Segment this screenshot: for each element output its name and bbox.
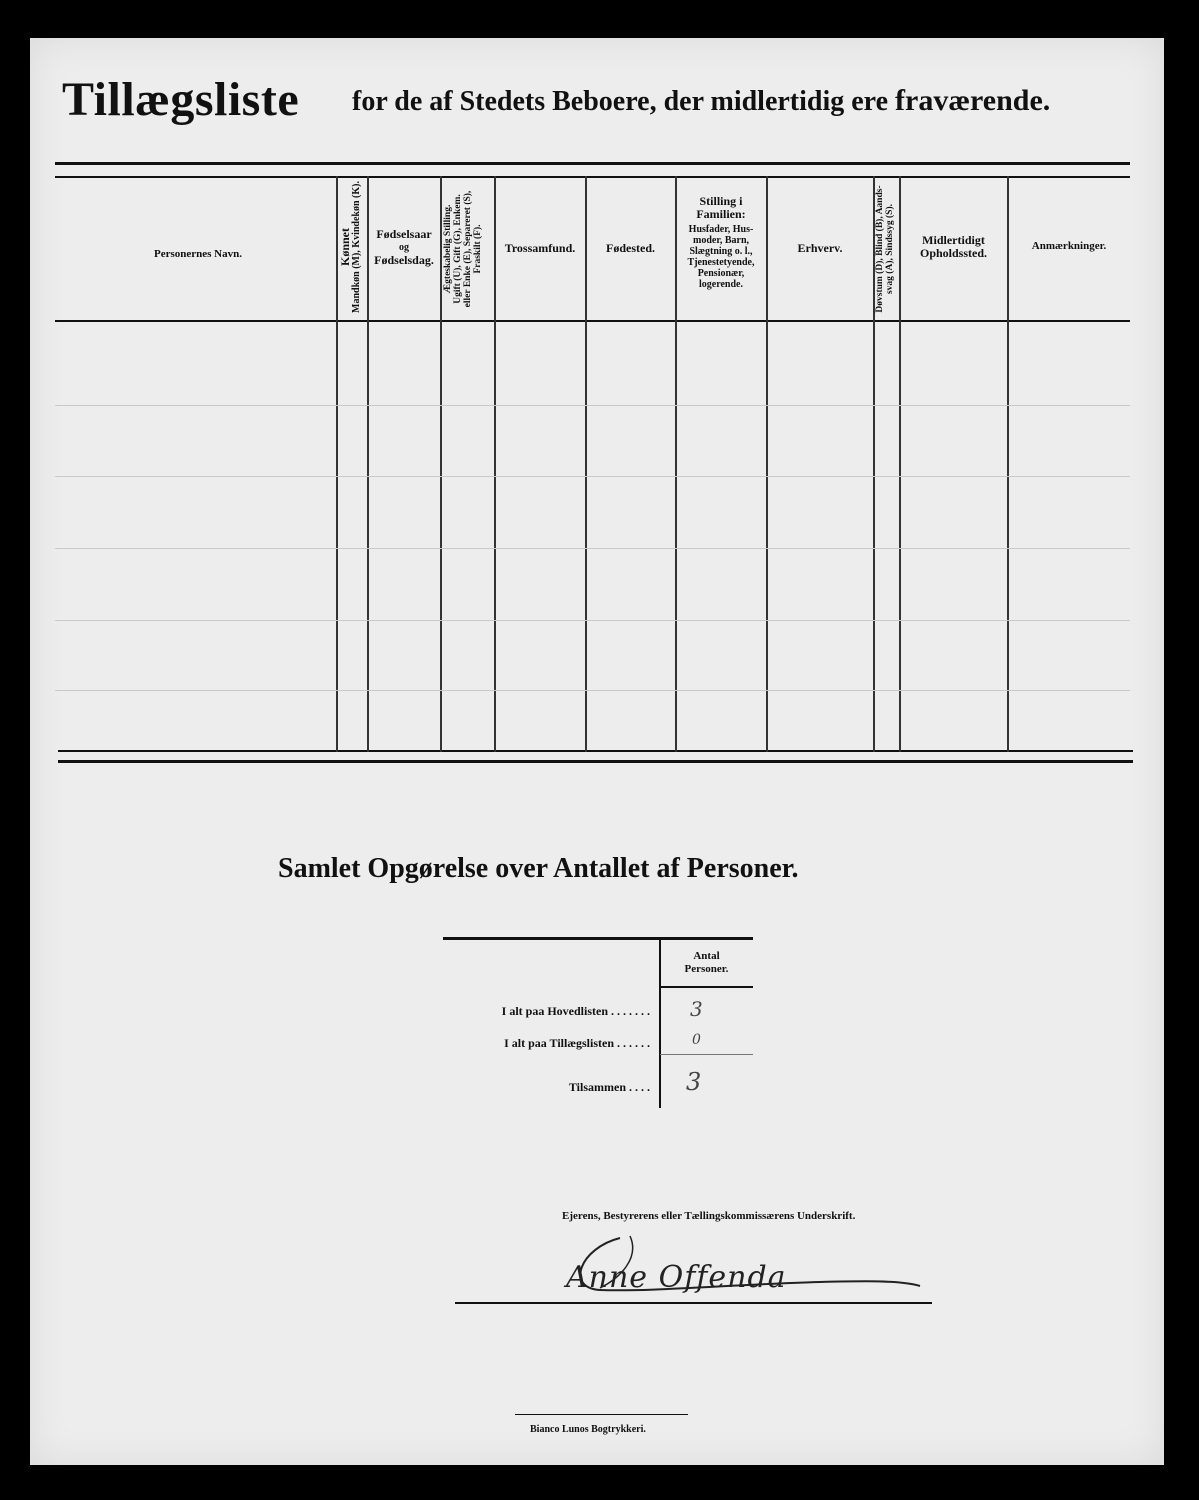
form-subtitle-emphasis: fraværende. (895, 84, 1051, 117)
row-line (55, 620, 1130, 621)
header-stilling-line4: moder, Barn, (692, 235, 750, 246)
summary-row-tilsammen-label: Tilsammen . . . . (568, 1080, 650, 1094)
header-stilling-line1: Stilling i (699, 194, 743, 208)
header-stilling-line5: Slægtning o. l., (689, 246, 753, 257)
header-kjonnet-sub: Mandkøn (M), Kvindekøn (K). (351, 181, 362, 313)
header-navn: Personernes Navn. (154, 248, 242, 260)
header-stilling-line2: Familien: (696, 207, 746, 221)
printer-rule (515, 1414, 688, 1415)
header-kjonnet (340, 176, 362, 318)
title-rule (55, 162, 1130, 165)
header-fodsel (368, 228, 440, 267)
summary-row-hovedlisten-value: 3 (690, 997, 703, 1021)
summary-col-header (660, 950, 753, 976)
header-midlertidigt-line2: Opholdssted. (919, 246, 988, 260)
header-dovstum-line1: Døvstum (D), Blind (B), Aands- (875, 185, 885, 313)
col-sep-3 (440, 176, 442, 752)
header-midlertidigt-line1: Midlertidigt (922, 233, 985, 247)
summary-col-header-line2: Personer. (684, 963, 729, 975)
printer-credit: Bianco Lunos Bogtrykkeri. (530, 1424, 646, 1435)
signature-caption: Ejerens, Bestyrerens eller Tællingskommissærens Underskrift. (562, 1210, 856, 1222)
summary-row-tillaegslisten-label: I alt paa Tillægslisten . . . . . . (504, 1036, 650, 1050)
header-fodsel-line1: Fødselsaar (376, 227, 432, 241)
header-bottom-rule (55, 320, 1130, 322)
form-subtitle-text: for de af Stedets Beboere, der midlertidig ere (352, 86, 889, 117)
header-stilling-line3: Husfader, Hus- (688, 224, 754, 235)
row-line (55, 476, 1130, 477)
summary-row-hovedlisten-label: I alt paa Hovedlisten . . . . . . . (501, 1004, 650, 1018)
signature-name: Anne Offenda (566, 1260, 787, 1295)
header-aegteskab-line1: Ægteskabelig Stilling. (443, 204, 453, 294)
table-bottom-double-rule (58, 760, 1133, 763)
header-stilling-line7: Pensionær, (697, 268, 745, 279)
col-sep-10 (1007, 176, 1009, 752)
summary-col-header-line1: Antal (693, 950, 720, 962)
form-subtitle (352, 84, 1050, 118)
table-top-rule (55, 176, 1130, 178)
summary-top-rule (443, 937, 753, 940)
header-dovstum-line2: svag (A), Sindssyg (S). (885, 204, 895, 295)
col-sep-4 (494, 176, 496, 752)
header-aegteskab-line2: Ugift (U), Gift (G), Enkem. (453, 194, 463, 304)
summary-title: Samlet Opgørelse over Antallet af Personer. (278, 853, 799, 884)
header-anmaerkninger: Anmærkninger. (1031, 240, 1107, 252)
header-dovstum (875, 178, 895, 320)
header-stilling-line6: Tjenestetyende, (687, 257, 755, 268)
col-sep-9 (899, 176, 901, 752)
row-line (55, 548, 1130, 549)
row-line (55, 405, 1130, 406)
signature-flourish-icon (560, 1228, 930, 1308)
col-sep-7 (766, 176, 768, 752)
header-stilling-line8: logerende. (699, 279, 743, 290)
header-tros: Trossamfund. (504, 241, 576, 255)
header-stilling (676, 195, 766, 290)
summary-subtotal-rule (660, 1054, 753, 1055)
summary-row-tillaegslisten-value: 0 (692, 1032, 701, 1048)
summary-row-tilsammen-value: 3 (686, 1068, 702, 1096)
header-fodsel-line2: og (399, 242, 409, 253)
form-title: Tillægsliste (62, 73, 300, 126)
header-aegteskab-line3: eller Enke (E), Separeret (S), (463, 190, 473, 308)
header-kjonnet-title: Kønnet (338, 228, 352, 267)
header-erhverv: Erhverv. (797, 241, 843, 255)
header-fodested: Fødested. (606, 241, 655, 255)
header-aegteskab-line4: Fraskilt (F). (473, 224, 483, 274)
row-line (55, 690, 1130, 691)
col-sep-5 (585, 176, 587, 752)
header-midlertidigt (900, 234, 1007, 260)
header-aegteskab (443, 178, 483, 320)
summary-header-rule (660, 986, 753, 988)
header-fodsel-line3: Fødselsdag. (374, 253, 434, 267)
table-bottom-rule (58, 750, 1133, 752)
